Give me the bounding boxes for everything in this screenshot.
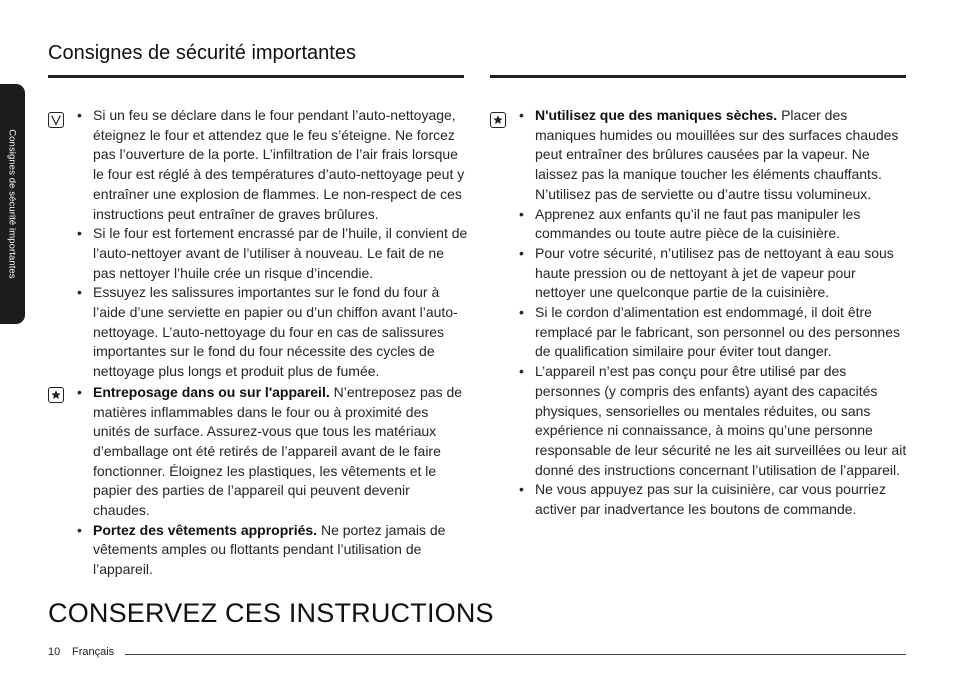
list-item (92, 106, 468, 224)
list-item (92, 224, 468, 283)
list-item (534, 480, 910, 519)
item-text: Si le four est fortement encrassé par de l’huile, il convient de l’auto-nettoyer avant de l’utiliser à nouveau. Le fait de ne pas nettoyer l’huile crée un risque d’incendie. (93, 225, 468, 281)
list-item (534, 362, 910, 480)
heading-rule-left (48, 75, 464, 78)
item-lead: Portez des vêtements appropriés. (93, 521, 318, 538)
item-text: Si le cordon d’alimentation est endommagé, il doit être remplacé par le fabricant, son personnel ou des personnes de qualification similaire pour éviter tout danger. (535, 304, 900, 360)
star-icon (48, 387, 64, 403)
item-text: Pour votre sécurité, n’utilisez pas de nettoyant à eau sous haute pression ou de nettoyant à jet de vapeur pour nettoyer une quelconque partie de la cuisinière. (535, 244, 894, 301)
item-lead: Entreposage dans ou sur l'appareil. (93, 383, 330, 400)
footer-rule (125, 654, 906, 655)
item-text: Ne portez jamais de vêtements amples ou flottants pendant l’utilisation de l’appareil. (93, 521, 446, 578)
list-item (534, 244, 910, 303)
item-text: Apprenez aux enfants qu’il ne faut pas manipuler les commandes ou toute autre pièce de la cuisinière. (535, 205, 861, 242)
side-tab-label: Consignes de sécurité importantes (6, 129, 18, 279)
right-column (490, 106, 910, 521)
heading-rule-right (490, 75, 906, 78)
list-item (534, 303, 910, 362)
bullet-list (534, 106, 910, 520)
item-text: Si un feu se déclare dans le four pendant l’auto-nettoyage, éteignez le four et attendez que le feu s’éteigne. Ne forcez pas l’ouverture de la porte. L’infiltration de l’air frais lorsque le four est réglé à des températures d’auto-nettoyage peut y entraîner une explosion de flammes. Le non-respect de ces instructions peut entraîner de graves brûlures. (93, 107, 465, 222)
left-column (48, 106, 468, 581)
list-item (92, 521, 468, 580)
list-item (534, 106, 910, 205)
bullet-list (92, 106, 468, 382)
item-text: L’appareil n’est pas conçu pour être utilisé par des personnes (y compris des enfants) ayant des capacités physiques, sensorielles ou mentales réduites, ou sans expérience ni connaissance, à moins qu’une personne responsable de leur sécurité ne les ait surveillées ou leur ait donné des instructions concernant l’utilisation de l’appareil. (535, 363, 907, 478)
item-text: Placer des maniques humides ou mouillées sur des surfaces chaudes peut entraîner des brûlures causées par la vapeur. Ne laissez pas la manique toucher les éléments chauffants. N’utilisez pas de serviette ou d’autre tissu volumineux. (535, 107, 899, 202)
item-text: Essuyez les salissures importantes sur le fond du four à l’aide d’une serviette en papier ou d’un chiffon avant l’auto-nettoyage. L’auto-nettoyage du four en cas de salissures importantes sur le fond du four nécessite des cycles de nettoyage plus longs et produit plus de fumée. (93, 284, 458, 380)
conserve-instructions-heading: CONSERVEZ CES INSTRUCTIONS (48, 598, 494, 628)
list-item (534, 205, 910, 244)
footer-language: Français (72, 646, 115, 658)
page-title: Consignes de sécurité importantes (48, 42, 356, 64)
item-text: N’entreposez pas de matières inflammables dans le four ou à proximité des unités de surface. Assurez-vous que tous les matériaux d’emballage ont été retirés de l’appareil avant de le faire fonctionner. Éloignez les plastiques, les vêtements et le papier des parties de l’appareil qui peuvent devenir chaudes. (93, 383, 463, 519)
important-block-storage (48, 383, 468, 580)
warning-block-self-clean (48, 106, 468, 382)
important-block-handling (490, 106, 910, 520)
list-item (92, 283, 468, 382)
star-icon (490, 112, 506, 128)
bullet-list (92, 383, 468, 580)
no-touch-icon (48, 112, 64, 128)
page-number: 10 (48, 646, 61, 658)
list-item (92, 383, 468, 521)
item-lead: N'utilisez que des maniques sèches. (535, 107, 778, 123)
item-text: Ne vous appuyez pas sur la cuisinière, car vous pourriez activer par inadvertance les boutons de commande. (535, 481, 886, 518)
